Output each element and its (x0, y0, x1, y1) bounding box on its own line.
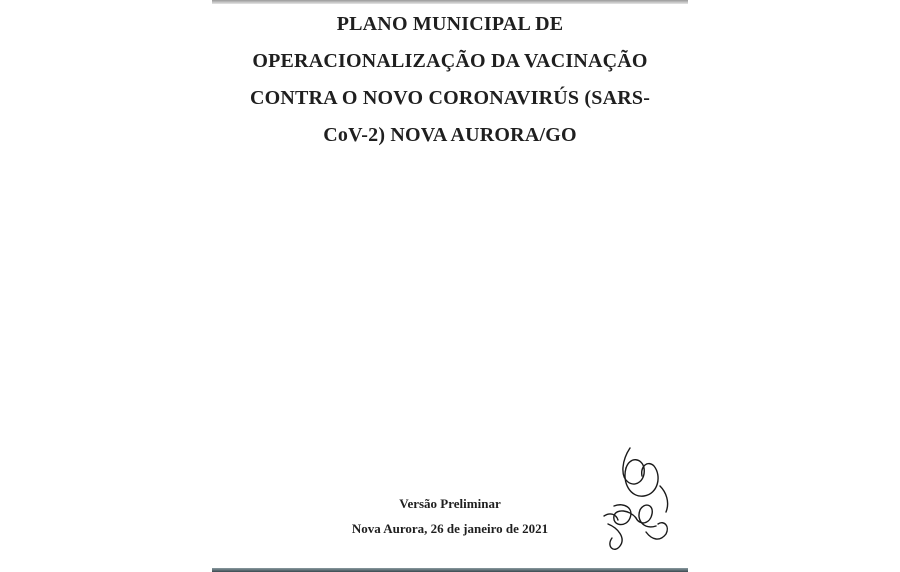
title-line-2: OPERACIONALIZAÇÃO DA VACINAÇÃO (252, 50, 648, 72)
handwritten-signature-icon (600, 446, 680, 556)
place-date-label: Nova Aurora, 26 de janeiro de 2021 (351, 521, 549, 536)
title-line-1: PLANO MUNICIPAL DE (336, 13, 564, 35)
document-page (212, 0, 688, 572)
title-line-4: CoV-2) NOVA AURORA/GO (323, 124, 577, 146)
version-label: Versão Preliminar (399, 496, 501, 511)
page-bottom-edge (212, 568, 688, 572)
title-line-3: CONTRA O NOVO CORONAVIRÚS (SARS- (249, 87, 651, 109)
document-title (224, 6, 676, 154)
page-top-edge (212, 0, 688, 4)
